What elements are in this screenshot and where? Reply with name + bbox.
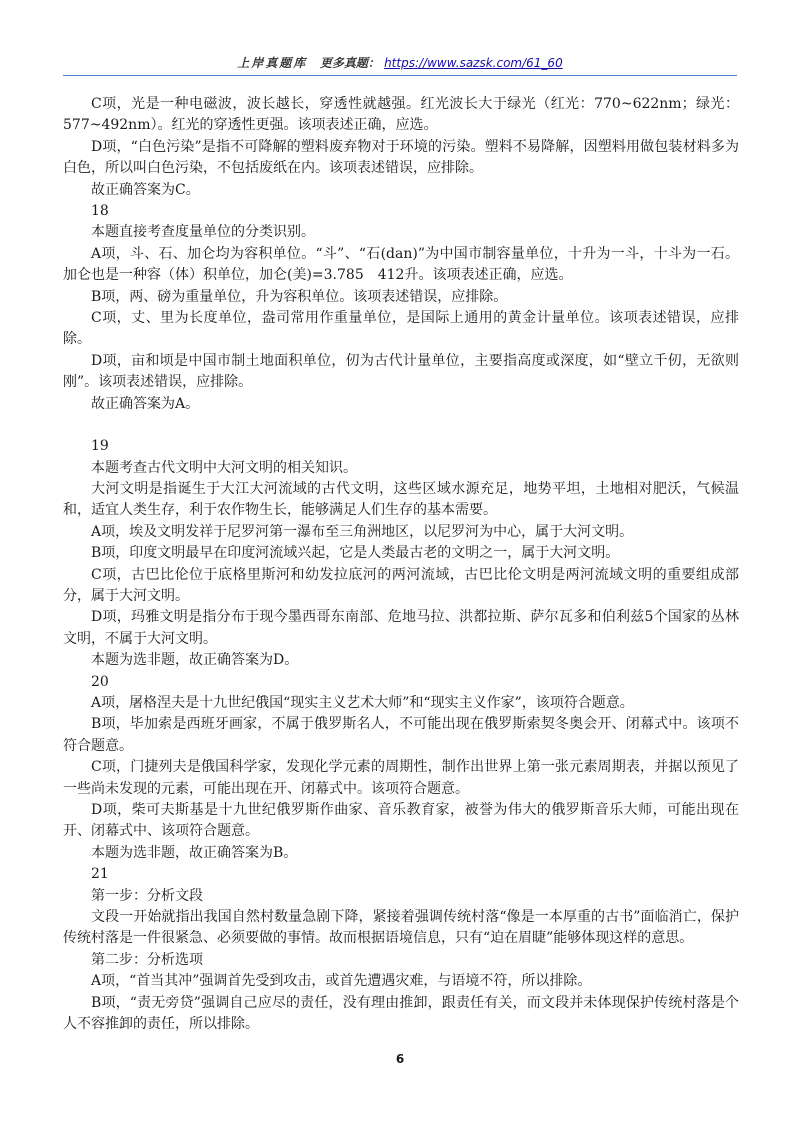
paragraph: C项，丈、里为长度单位，盎司常用作重量单位，是国际上通用的黄金计量单位。该项表述错误，应排除。 [63, 310, 739, 348]
question-number: 18 [91, 203, 109, 220]
paragraph: D项，亩和顷是中国市制土地面积单位，仞为古代计量单位，主要指高度或深度，如“壁立千仞，无欲则刚”。该项表述错误，应排除。 [63, 352, 739, 391]
question-number: 19 [91, 438, 109, 455]
header-brand: 上岸真题库 [237, 56, 308, 70]
paragraph: A项，“首当其冲”强调首先受到攻击，或首先遭遇灾难，与语境不符，所以排除。 [91, 973, 592, 990]
paragraph: D项，柴可夫斯基是十九世纪俄罗斯作曲家、音乐教育家，被誉为伟大的俄罗斯音乐大师，可能出现在开、闭幕式中、该项符合题意。 [63, 802, 739, 840]
paragraph: D项，“白色污染”是指不可降解的塑料废弃物对于环境的污染。塑料不易降解，因塑料用做包装材料多为白色，所以叫白色污染，不包括废纸在内。该项表述错误，应排除。 [63, 138, 739, 177]
page-number: 6 [395, 1052, 405, 1066]
paragraph: C项，古巴比伦位于底格里斯河和幼发拉底河的两河流域，古巴比伦文明是两河流域文明的重要组成部分，属于大河文明。 [63, 566, 739, 604]
paragraph: B项，印度文明最早在印度河流域兴起，它是人类最古老的文明之一，属于大河文明。 [91, 545, 620, 562]
paragraph: 故正确答案为C。 [91, 181, 200, 198]
page-header [0, 54, 800, 74]
paragraph: 大河文明是指诞生于大江大河流域的古代文明，这些区域水源充足，地势平坦，土地相对肥沃，气候温和，适宜人类生存，利于农作物生长，能够满足人们生存的基本需要。 [63, 480, 739, 519]
paragraph: 本题直接考查度量单位的分类识别。 [91, 224, 315, 241]
paragraph: 第一步：分析文段 [91, 887, 203, 904]
paragraph: A项，屠格涅夫是十九世纪俄国“现实主义艺术大师”和“现实主义作家”，该项符合题意。 [91, 694, 634, 711]
paragraph: B项，“责无旁贷”强调自己应尽的责任，没有理由推卸，跟责任有关，而文段并未体现保护传统村落是个人不容推卸的责任，所以排除。 [63, 994, 739, 1033]
paragraph: 本题为选非题，故正确答案为B。 [91, 844, 298, 861]
paragraph: 本题为选非题，故正确答案为D。 [91, 652, 299, 669]
header-link[interactable]: https://www.sazsk.com/61_60 [384, 56, 563, 70]
question-number: 21 [91, 866, 109, 883]
paragraph: A项，斗、石、加仑均为容积单位。“斗”、“石(dan)”为中国市制容量单位，十升为一斗，十斗为一石。加仑也是一种容（体）积单位，加仑(美)=3.785 412升。该项表述正确，应选。 [63, 245, 739, 284]
paragraph: C项，门捷列夫是俄国科学家，发现化学元素的周期性，制作出世界上第一张元素周期表，并据以预见了一些尚未发现的元素，可能出现在开、闭幕式中。该项符合题意。 [63, 759, 739, 797]
paragraph: B项，毕加索是西班牙画家，不属于俄罗斯名人，不可能出现在俄罗斯索契冬奥会开、闭幕式中。该项不符合题意。 [63, 716, 739, 754]
paragraph: 第二步：分析选项 [91, 951, 203, 968]
paragraph: 文段一开始就指出我国自然村数量急剧下降，紧接着强调传统村落“像是一本厚重的古书”面临消亡，保护传统村落是一件很紧急、必须要做的事情。故而根据语境信息，只有“迫在眉睫”能够体现这样的意思。 [63, 909, 739, 947]
header-more-label: 更多真题： [319, 56, 380, 70]
paragraph: 本题考查古代文明中大河文明的相关知识。 [91, 459, 357, 476]
paragraph: B项，两、磅为重量单位，升为容积单位。该项表述错误，应排除。 [91, 288, 508, 305]
question-number: 20 [91, 673, 109, 690]
header-divider [63, 75, 737, 76]
document-body [63, 94, 739, 1035]
paragraph: C项，光是一种电磁波，波长越长，穿透性就越强。红光波长大于绿光（红光：770~622nm；绿光：577~492nm）。红光的穿透性更强。该项表述正确，应选。 [63, 96, 739, 134]
paragraph: 故正确答案为A。 [91, 395, 200, 412]
paragraph: A项，埃及文明发祥于尼罗河第一瀑布至三角洲地区，以尼罗河为中心，属于大河文明。 [91, 523, 634, 540]
paragraph: D项，玛雅文明是指分布于现今墨西哥东南部、危地马拉、洪都拉斯、萨尔瓦多和伯利兹5个国家的丛林文明，不属于大河文明。 [63, 609, 739, 647]
